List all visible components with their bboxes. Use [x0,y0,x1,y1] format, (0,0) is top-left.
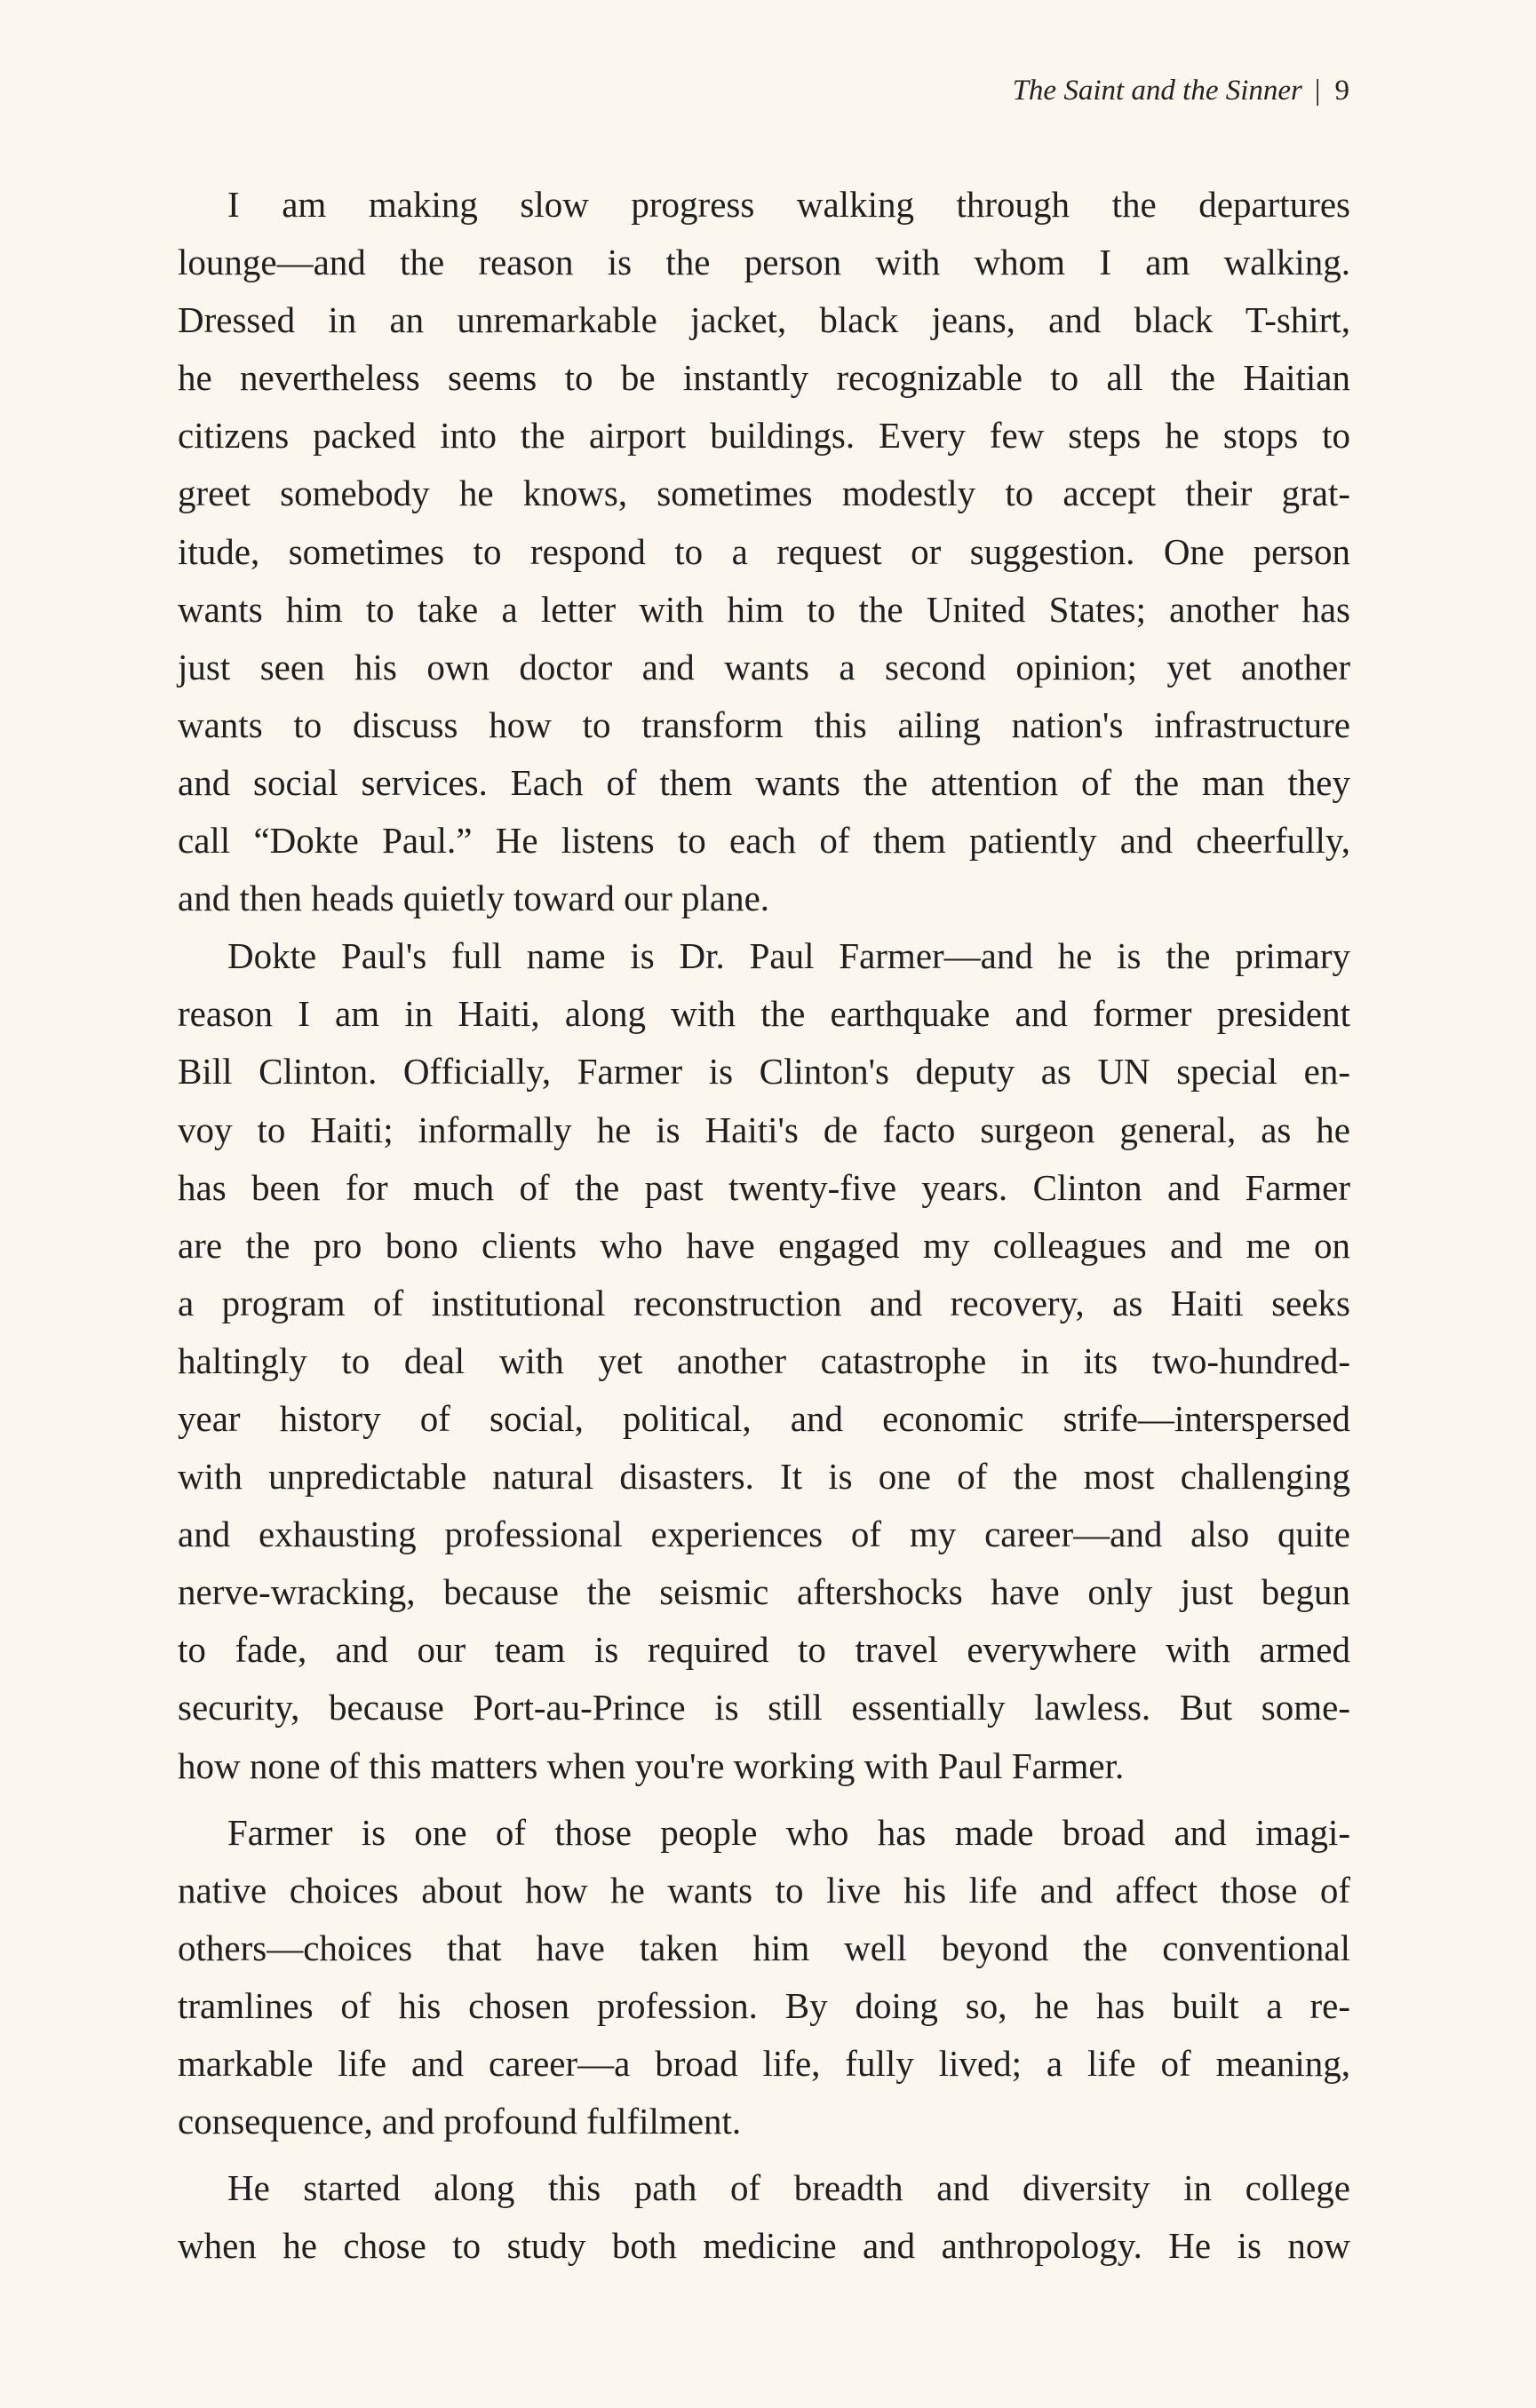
paragraph-line: and exhausting professional experiences of my career—and also quite [178,1514,1350,1555]
paragraph-line: Dokte Paul's full name is Dr. Paul Farmer—and he is the primary [227,935,1350,977]
paragraph-line: markable life and career—a broad life, fully lived; a life of meaning, [178,2043,1350,2084]
running-head [1013,73,1349,108]
page-number: 9 [1334,75,1349,107]
running-head-separator: | [1314,75,1321,107]
paragraph-line: are the pro bono clients who have engaged my colleagues and me on [178,1224,1350,1266]
paragraph-line: He started along this path of breadth and diversity in college [227,2167,1350,2209]
paragraph-line: he nevertheless seems to be instantly recognizable to all the Haitian [178,357,1350,399]
paragraph-line: wants to discuss how to transform this ailing nation's infrastructure [178,703,1350,745]
paragraph-line: call “Dokte Paul.” He listens to each of them patiently and cheerfully, [178,820,1350,862]
paragraph-line: Dressed in an unremarkable jacket, black jeans, and black T-shirt, [178,299,1350,341]
paragraph-line: itude, sometimes to respond to a request or suggestion. One person [178,530,1350,572]
paragraph-line: when he chose to study both medicine and anthropology. He is now [178,2225,1350,2267]
paragraph-line: haltingly to deal with yet another catastrophe in its two-hundred- [178,1339,1350,1381]
paragraph-line: with unpredictable natural disasters. It is one of the most challenging [178,1456,1350,1498]
paragraph-line: has been for much of the past twenty-five years. Clinton and Farmer [178,1166,1350,1208]
paragraph-line: security, because Port-au-Prince is still essentially lawless. But some- [178,1687,1350,1729]
paragraph-line: Farmer is one of those people who has made broad and imagi- [227,1811,1350,1853]
running-head-title: The Saint and the Sinner [1012,75,1302,107]
paragraph-line: to fade, and our team is required to travel everywhere with armed [178,1629,1350,1671]
paragraph-line: native choices about how he wants to live his life and affect those of [178,1869,1350,1911]
paragraph-line: and then heads quietly toward our plane. [178,878,770,919]
paragraph-line: citizens packed into the airport buildings. Every few steps he stops to [178,415,1350,457]
paragraph-line: Bill Clinton. Officially, Farmer is Clinton's deputy as UN special en- [178,1051,1350,1093]
paragraph-line: and social services. Each of them wants the attention of the man they [178,761,1350,803]
paragraph-line: consequence, and profound fulfilment. [178,2101,742,2142]
body-text [178,176,1350,2275]
paragraph-line: greet somebody he knows, sometimes modestly to accept their grat- [178,473,1350,514]
paragraph-line: wants him to take a letter with him to the United States; another has [178,588,1350,630]
paragraph-line: tramlines of his chosen profession. By doing so, he has built a re- [178,1984,1350,2026]
paragraph-line: a program of institutional reconstruction and recovery, as Haiti seeks [178,1282,1350,1323]
paragraph-line: how none of this matters when you're working with Paul Farmer. [178,1744,1125,1786]
paragraph-line: year history of social, political, and economic strife—interspersed [178,1397,1350,1439]
paragraph-line: reason I am in Haiti, along with the earthquake and former president [178,993,1350,1035]
paragraph-line: I am making slow progress walking through the departures [227,184,1350,225]
paragraph-line: others—choices that have taken him well beyond the conventional [178,1927,1350,1968]
paragraph-line: voy to Haiti; informally he is Haiti's de facto surgeon general, as he [178,1109,1350,1150]
paragraph-line: nerve-wracking, because the seismic aftershocks have only just begun [178,1571,1350,1613]
paragraph-line: lounge—and the reason is the person with whom I am walking. [178,242,1350,283]
paragraph-line: just seen his own doctor and wants a second opinion; yet another [178,646,1350,687]
